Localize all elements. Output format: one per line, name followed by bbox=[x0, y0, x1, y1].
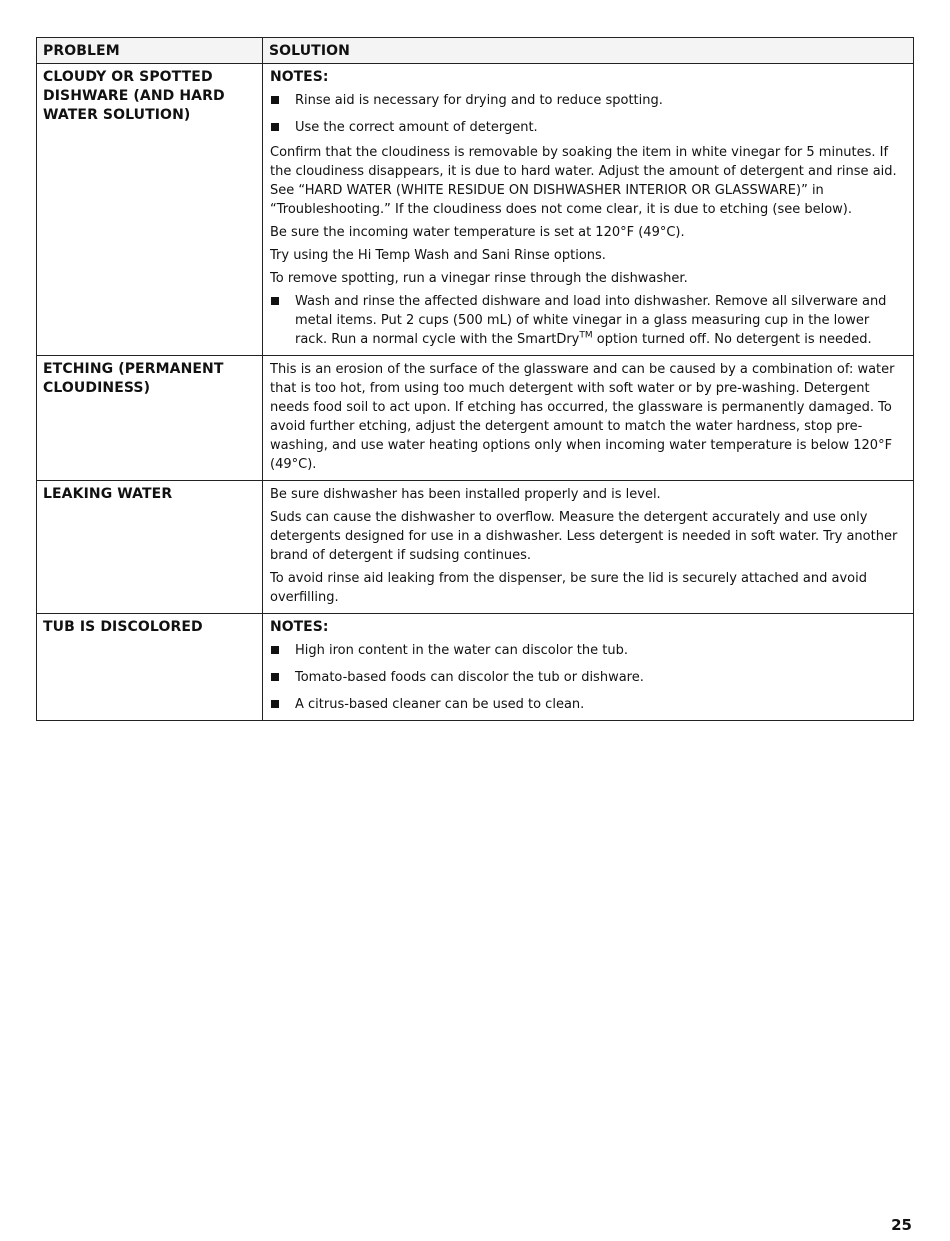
solution-column-header: SOLUTION bbox=[263, 38, 914, 64]
square-bullet-icon bbox=[271, 123, 279, 131]
list-item bbox=[270, 91, 905, 110]
table-row bbox=[37, 614, 914, 721]
trademark-mark: TM bbox=[579, 330, 593, 341]
square-bullet-icon bbox=[271, 673, 279, 681]
notes-label: NOTES: bbox=[270, 69, 329, 85]
solution-paragraph: To remove spotting, run a vinegar rinse through the dishwasher. bbox=[270, 271, 688, 286]
list-item bbox=[270, 118, 905, 137]
problem-etching: ETCHING (PERMANENT CLOUDINESS) bbox=[37, 356, 263, 481]
note-text: A citrus-based cleaner can be used to clean. bbox=[295, 697, 585, 712]
solution-paragraph: Be sure dishwasher has been installed properly and is level. bbox=[270, 487, 661, 502]
square-bullet-icon bbox=[271, 700, 279, 708]
step-text: Wash and rinse the affected dishware and load into dishwasher. Remove all silverware and metal items. Put 2 cups (500 mL) of white vinegar in a glass measuring cup in the lower rack. Run a normal cycle with the SmartDry bbox=[295, 294, 887, 347]
solution-cloudy-dishware bbox=[263, 64, 914, 356]
note-text: High iron content in the water can discolor the tub. bbox=[295, 643, 628, 658]
step-text: option turned off. No detergent is needed. bbox=[592, 332, 872, 347]
problem-leaking-water: LEAKING WATER bbox=[37, 481, 263, 614]
solution-leaking-water bbox=[263, 481, 914, 614]
note-text: Tomato-based foods can discolor the tub or dishware. bbox=[295, 670, 644, 685]
list-item bbox=[270, 641, 905, 660]
troubleshooting-table bbox=[36, 37, 914, 721]
table-row bbox=[37, 481, 914, 614]
list-item bbox=[270, 668, 905, 687]
solution-paragraph: To avoid rinse aid leaking from the dispenser, be sure the lid is securely attached and avoid overfilling. bbox=[270, 571, 867, 605]
solution-paragraph: Suds can cause the dishwasher to overflow. Measure the detergent accurately and use only detergents designed for use in a dishwasher. Less detergent is needed in soft water. Try another brand of detergent if sudsing continues. bbox=[270, 510, 898, 563]
solution-tub-discolored bbox=[263, 614, 914, 721]
square-bullet-icon bbox=[271, 96, 279, 104]
problem-column-header: PROBLEM bbox=[37, 38, 263, 64]
square-bullet-icon bbox=[271, 646, 279, 654]
notes-label: NOTES: bbox=[270, 619, 329, 635]
solution-etching bbox=[263, 356, 914, 481]
solution-paragraph: Try using the Hi Temp Wash and Sani Rinse options. bbox=[270, 248, 606, 263]
table-header-row bbox=[37, 38, 914, 64]
page-number: 25 bbox=[891, 1216, 912, 1234]
solution-paragraph: Be sure the incoming water temperature is set at 120°F (49°C). bbox=[270, 225, 685, 240]
note-text: Use the correct amount of detergent. bbox=[295, 120, 538, 135]
list-item bbox=[270, 292, 905, 349]
note-text: Rinse aid is necessary for drying and to reduce spotting. bbox=[295, 93, 663, 108]
solution-paragraph: Confirm that the cloudiness is removable by soaking the item in white vinegar for 5 minutes. If the cloudiness disappears, it is due to hard water. Adjust the amount of detergent and rinse aid. See “HARD WATER (WHITE RESIDUE ON DISHWASHER INTERIOR OR GLASSWARE)” in “Troubleshooting.” If the cloudiness does not come clear, it is due to etching (see below). bbox=[270, 145, 897, 217]
table-row bbox=[37, 64, 914, 356]
square-bullet-icon bbox=[271, 297, 279, 305]
vinegar-rinse-step bbox=[295, 294, 886, 347]
solution-paragraph: This is an erosion of the surface of the glassware and can be caused by a combination of: water that is too hot, from using too much detergent with soft water or by pre-washing. Detergent needs food soil to act upon. If etching has occurred, the glassware is permanently damaged. To avoid further etching, adjust the detergent amount to match the water hardness, stop pre-washing, and use water heating options only when incoming water temperature is below 120°F (49°C). bbox=[270, 362, 895, 472]
problem-cloudy-dishware: CLOUDY OR SPOTTED DISHWARE (AND HARD WATER SOLUTION) bbox=[37, 64, 263, 356]
problem-tub-discolored: TUB IS DISCOLORED bbox=[37, 614, 263, 721]
table-row bbox=[37, 356, 914, 481]
list-item bbox=[270, 695, 905, 714]
